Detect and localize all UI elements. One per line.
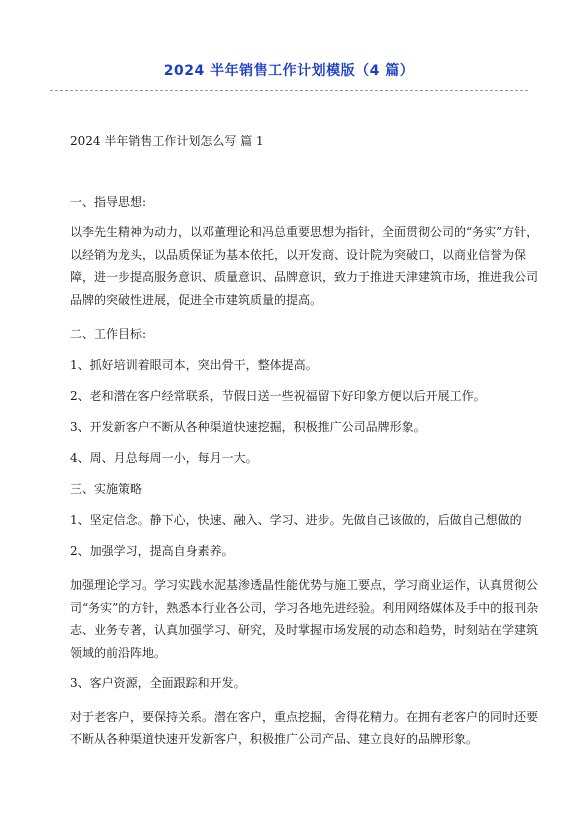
section3-heading: 三、实施策略	[70, 481, 143, 496]
document-title: 2024 半年销售工作计划模版（4 篇）	[163, 63, 415, 79]
learning-paragraph: 加强理论学习。学习实践水泥基渗透晶性能优势与施工要点，学习商业运作，认真贯彻公司“务实”的方针，熟悉本行业各公司，学习各地先进经验。利用网络媒体及手中的报刊杂志、业务专著，认真加强学习、研究，及时掌握市场发展的动态和趋势，时刻站在学建筑领域的前沿阵地。	[70, 577, 539, 660]
goal-item-1: 1、抓好培训着眼司本，突出骨干，整体提高。	[70, 357, 318, 372]
document-body	[70, 133, 548, 751]
section1-heading: 一、指导思想:	[70, 195, 147, 209]
customer-paragraph: 对于老客户，要保持关系。潜在客户，重点挖掘，舍得花精力。在拥有老客户的同时还要不断从各种渠道快速开发新客户，积极推广公司产品、建立良好的品牌形象。	[70, 709, 539, 747]
goal-item-3: 3、开发新客户不断从各种渠道快速挖掘，积极推广公司品牌形象。	[70, 419, 426, 434]
title-divider	[50, 90, 528, 91]
section1-paragraph-text: 以李先生精神为动力，以邓董理论和冯总重要思想为指针，全面贯彻公司的“务实”方针，以经销为龙头，以品质保证为基本依托，以开发商、设计院为突破口，以商业信誉为保障，进一步提高服务意识、质量意识、品牌意识，致力于推进天津建筑市场，推进我公司品牌的突破性进展，促进全市建筑质量的提高。	[70, 225, 539, 308]
goal-item-2: 2、老和潜在客户经常联系，节假日送一些祝福留下好印象方便以后开展工作。	[70, 388, 486, 403]
section-subtitle: 2024 半年销售工作计划怎么写 篇 1	[70, 134, 264, 148]
section1-paragraph	[70, 221, 548, 312]
goal-item-4: 4、周、月总每周一小，每月一大。	[70, 450, 258, 465]
strategy-item-3: 3、客户资源，全面跟踪和开发。	[70, 675, 246, 690]
strategy-item-1: 1、坚定信念。静下心，快速、融入、学习、进步。先做自己该做的，后做自己想做的	[70, 512, 522, 527]
strategy-item-2: 2、加强学习，提高自身素养。	[70, 543, 234, 558]
section2-heading: 二、工作目标:	[70, 326, 147, 341]
